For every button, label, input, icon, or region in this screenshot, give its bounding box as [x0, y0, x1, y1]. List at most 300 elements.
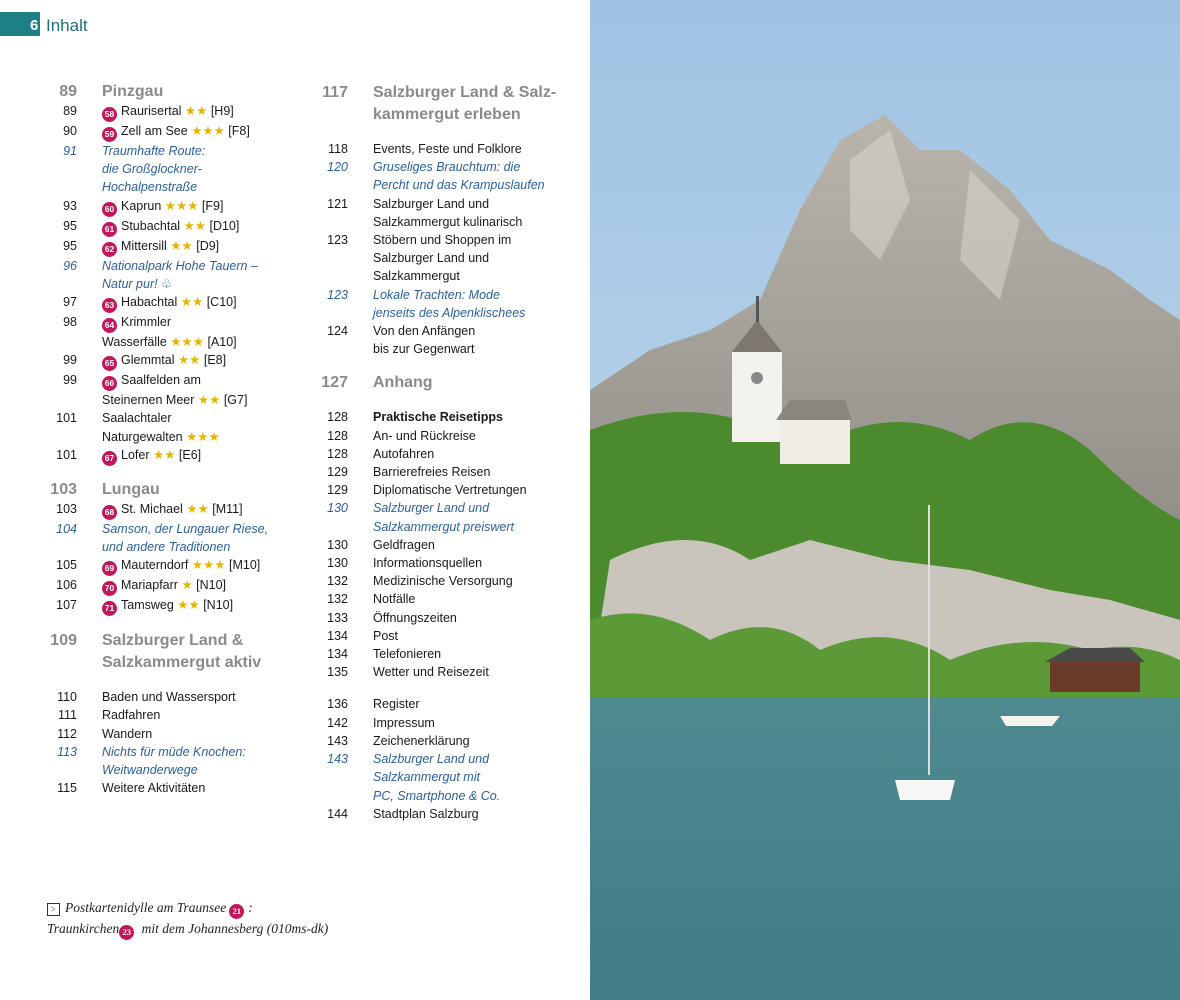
entry-title: Salzkammergut kulinarisch — [373, 214, 523, 229]
toc-entry[interactable] — [44, 275, 284, 293]
toc-entry[interactable] — [44, 725, 284, 743]
entry-title: jenseits des Alpenklischees — [373, 305, 526, 320]
sight-number-badge: 68 — [102, 505, 117, 520]
map-grid-ref: [C10] — [206, 295, 237, 310]
entry-text-group — [348, 372, 580, 394]
page-ref — [290, 787, 348, 805]
entry-text-group — [77, 576, 284, 596]
entry-text-group — [77, 556, 284, 576]
sight-number-badge: 60 — [102, 202, 117, 217]
map-grid-ref: [E8] — [203, 353, 227, 368]
toc-column-2 — [290, 82, 580, 823]
caption-line2-end: mit dem Johannesberg (010ms-dk) — [138, 921, 329, 936]
entry-title: Raurisertal — [121, 104, 182, 118]
toc-entry[interactable] — [290, 408, 580, 426]
toc-entry[interactable] — [290, 304, 580, 322]
page-ref: 132 — [327, 592, 348, 607]
entry-title: Salzkammergut preiswert — [373, 519, 515, 534]
toc-entry[interactable] — [290, 627, 580, 645]
toc-entry[interactable] — [290, 805, 580, 823]
star-rating-icon: ★★★ — [164, 198, 199, 213]
entry-title: Wasserfälle — [102, 335, 167, 350]
church-nave — [780, 420, 850, 464]
entry-text-group — [348, 663, 580, 681]
landscape-illustration — [590, 0, 1180, 1000]
entry-text-group — [77, 102, 284, 122]
entry-title: Lofer — [121, 447, 150, 462]
entry-title: Salzburger Land und — [373, 196, 490, 211]
page-ref: 105 — [56, 558, 77, 573]
entry-title: Notfälle — [373, 592, 416, 607]
page-ref: 144 — [327, 806, 348, 821]
entry-text-group — [348, 499, 580, 517]
entry-title: Habachtal — [121, 295, 178, 310]
page-ref: 98 — [63, 315, 77, 330]
page-ref: 135 — [327, 665, 348, 680]
entry-title: Salzburger Land & — [102, 632, 244, 650]
page-ref: 129 — [327, 483, 348, 498]
toc-entry[interactable] — [290, 176, 580, 194]
sailboat-hull — [895, 780, 955, 800]
sight-number-badge: 62 — [102, 242, 117, 257]
page-ref — [290, 213, 348, 231]
spacer — [44, 616, 284, 630]
entry-text-group — [77, 761, 284, 779]
entry-title: Autofahren — [373, 446, 435, 461]
entry-text-group — [77, 706, 284, 724]
entry-title: Baden und Wassersport — [102, 690, 236, 705]
entry-text-group — [348, 481, 580, 499]
entry-title: Telefonieren — [373, 647, 442, 662]
page-ref: 103 — [56, 501, 77, 516]
page-title: Inhalt — [46, 16, 88, 35]
page-ref: 111 — [57, 708, 77, 723]
star-rating-icon: ★★ — [184, 104, 208, 118]
page-ref — [290, 304, 348, 322]
motorboat — [1000, 716, 1060, 726]
traunsee-photo — [590, 0, 1180, 1000]
toc-entry[interactable] — [290, 536, 580, 554]
entry-text-group — [348, 536, 580, 554]
toc-entry[interactable] — [44, 520, 284, 538]
entry-title: Weitere Aktivitäten — [102, 781, 206, 796]
entry-text-group — [77, 293, 284, 313]
toc-entry[interactable] — [44, 688, 284, 706]
entry-text-group — [77, 446, 284, 466]
toc-entry[interactable] — [290, 663, 580, 681]
entry-text-group — [348, 249, 580, 267]
sight-number-badge: 59 — [102, 127, 117, 142]
page-ref: 128 — [327, 410, 348, 425]
section-heading[interactable] — [44, 480, 284, 500]
star-rating-icon: ★★ — [152, 447, 176, 462]
entry-text-group — [348, 609, 580, 627]
entry-text-group — [77, 538, 284, 556]
entry-title: Von den Anfängen — [373, 324, 476, 339]
page-ref: 127 — [321, 374, 348, 392]
page-ref: 97 — [63, 295, 77, 310]
entry-title: Radfahren — [102, 708, 161, 723]
page-ref: 101 — [56, 447, 77, 462]
entry-text-group — [77, 237, 284, 257]
toc-entry[interactable] — [290, 499, 580, 517]
page-ref — [44, 428, 77, 446]
toc-entry[interactable] — [290, 645, 580, 663]
entry-title: Samson, der Lungauer Riese, — [102, 521, 269, 536]
entry-title: Salzkammergut — [373, 269, 460, 284]
toc-entry[interactable] — [44, 743, 284, 761]
toc-entry[interactable] — [290, 572, 580, 590]
entry-title: Mariapfarr — [121, 578, 178, 593]
entry-title: St. Michael — [121, 501, 183, 516]
page-ref — [290, 518, 348, 536]
entry-title: Stöbern und Shoppen im — [373, 233, 512, 248]
sight-number-badge: 64 — [102, 318, 117, 333]
map-grid-ref: [N10] — [196, 578, 227, 593]
toc-entry[interactable] — [290, 554, 580, 572]
page-ref — [44, 761, 77, 779]
page-ref — [290, 104, 348, 126]
page-ref: 91 — [63, 144, 77, 158]
entry-title: Öffnungszeiten — [373, 610, 457, 625]
caption-line1-end: : — [248, 900, 253, 915]
map-grid-ref: [N10] — [203, 598, 234, 613]
entry-text-group — [77, 596, 284, 616]
sight-number-badge: 71 — [102, 601, 117, 616]
toc-entry[interactable] — [44, 596, 284, 616]
entry-title: Diplomatische Vertretungen — [373, 483, 527, 498]
page-ref: 112 — [57, 726, 77, 741]
entry-title: Impressum — [373, 715, 435, 730]
lake — [590, 698, 1180, 1000]
page-ref: 120 — [327, 160, 348, 175]
entry-text-group — [77, 178, 284, 196]
entry-text-group — [348, 213, 580, 231]
entry-title: Salzburger Land und — [373, 501, 490, 516]
entry-title: Wetter und Reisezeit — [373, 665, 489, 680]
toc-entry[interactable] — [44, 102, 284, 122]
page-ref: 121 — [327, 196, 348, 211]
entry-title: Hochalpenstraße — [102, 180, 198, 195]
toc-entry[interactable] — [44, 371, 284, 391]
page-ref: 117 — [322, 84, 348, 101]
entry-title: Zeichenerklärung — [373, 733, 470, 748]
page-ref: 115 — [57, 781, 77, 796]
sailboat-mast — [928, 505, 930, 775]
entry-text-group — [77, 391, 284, 409]
entry-text-group — [77, 688, 284, 706]
toc-entry[interactable] — [290, 213, 580, 231]
entry-text-group — [348, 445, 580, 463]
toc-entry[interactable] — [44, 333, 284, 351]
page-ref — [290, 340, 348, 358]
toc-column-1 — [44, 82, 284, 797]
toc-entry[interactable] — [44, 446, 284, 466]
page-ref: 104 — [56, 521, 77, 536]
page-ref — [44, 652, 77, 674]
page-ref — [44, 160, 77, 178]
sight-number-badge: 69 — [102, 561, 117, 576]
entry-text-group — [77, 480, 284, 500]
entry-text-group — [348, 158, 580, 176]
spacer — [290, 681, 580, 695]
page-ref: 95 — [63, 218, 77, 233]
entry-text-group — [348, 554, 580, 572]
page-ref — [290, 768, 348, 786]
entry-text-group — [77, 160, 284, 178]
entry-title: Weitwanderwege — [102, 763, 198, 778]
toc-entry[interactable] — [290, 463, 580, 481]
star-rating-icon: ★★ — [180, 295, 204, 310]
entry-title: Mittersill — [121, 238, 167, 253]
entry-text-group — [348, 195, 580, 213]
toc-entry[interactable] — [290, 590, 580, 608]
map-grid-ref: [H9] — [210, 104, 234, 118]
entry-title: bis zur Gegenwart — [373, 342, 475, 357]
toc-entry[interactable] — [290, 231, 580, 249]
toc-entry[interactable] — [290, 249, 580, 267]
arrow-right-icon: > — [47, 903, 60, 916]
page-ref: 99 — [63, 353, 77, 368]
page-ref: 136 — [327, 697, 348, 712]
toc-entry[interactable] — [44, 160, 284, 178]
map-grid-ref: [D10] — [209, 218, 240, 233]
caption-line1: Postkartenidylle am Traunsee — [65, 900, 227, 915]
entry-title: Pinzgau — [102, 83, 164, 100]
page-ref: 96 — [63, 258, 77, 273]
page-ref: 128 — [327, 428, 348, 443]
sight-number-badge: 63 — [102, 298, 117, 313]
entry-text-group — [77, 275, 284, 293]
page-ref — [44, 333, 77, 351]
entry-title: Salzkammergut aktiv — [102, 654, 262, 672]
entry-title: Nationalpark Hohe Tauern – — [102, 258, 258, 273]
toc-entry[interactable] — [44, 178, 284, 196]
toc-entry[interactable] — [44, 409, 284, 427]
page-ref — [44, 538, 77, 556]
map-grid-ref: [A10] — [207, 335, 237, 350]
entry-title: Natur pur! ♧ — [102, 276, 173, 291]
map-grid-ref: [M10] — [229, 558, 261, 573]
entry-text-group — [348, 267, 580, 285]
toc-entry[interactable] — [290, 732, 580, 750]
page-ref: 107 — [56, 598, 77, 613]
entry-text-group — [348, 732, 580, 750]
entry-text-group — [348, 750, 580, 768]
toc-entry[interactable] — [290, 286, 580, 304]
page-ref: 130 — [327, 537, 348, 552]
star-rating-icon: ★★ — [197, 393, 221, 408]
entry-text-group — [77, 333, 284, 351]
entry-title: PC, Smartphone & Co. — [373, 788, 501, 803]
sight-number-badge: 65 — [102, 356, 117, 371]
entry-title: Traumhafte Route: — [102, 144, 206, 158]
page-ref: 132 — [327, 574, 348, 589]
entry-text-group — [348, 427, 580, 445]
toc-entry[interactable] — [44, 313, 284, 333]
page-ref: 95 — [63, 238, 77, 253]
sight-number-badge: 66 — [102, 376, 117, 391]
section-heading[interactable] — [290, 104, 580, 126]
toc-entry[interactable] — [44, 538, 284, 556]
toc-entry[interactable] — [290, 445, 580, 463]
toc-entry[interactable] — [44, 556, 284, 576]
toc-entry[interactable] — [44, 706, 284, 724]
page-ref: 93 — [63, 198, 77, 213]
section-heading[interactable] — [290, 82, 580, 104]
entry-title: Lokale Trachten: Mode — [373, 287, 500, 302]
toc-entry[interactable] — [44, 351, 284, 371]
boathouse — [1050, 660, 1140, 692]
section-heading[interactable] — [44, 630, 284, 652]
entry-title: Praktische Reisetipps — [373, 410, 503, 425]
page-ref: 134 — [327, 628, 348, 643]
page-ref: 130 — [327, 501, 348, 516]
entry-title: Kaprun — [121, 198, 162, 213]
page-ref: 124 — [327, 324, 348, 339]
toc-entry[interactable] — [44, 576, 284, 596]
map-grid-ref: [F9] — [201, 198, 224, 213]
toc-entry[interactable] — [290, 609, 580, 627]
map-grid-ref: [E6] — [178, 447, 202, 462]
toc-entry[interactable] — [44, 428, 284, 446]
page-ref: 89 — [59, 83, 77, 100]
entry-title: Mauterndorf — [121, 558, 189, 573]
entry-title: Events, Feste und Folklore — [373, 142, 522, 156]
entry-text-group — [348, 408, 580, 426]
page-ref: 133 — [327, 610, 348, 625]
entry-text-group — [348, 768, 580, 786]
toc-entry[interactable] — [290, 481, 580, 499]
page-ref: 129 — [327, 465, 348, 480]
entry-text-group — [348, 627, 580, 645]
section-heading[interactable] — [44, 652, 284, 674]
entry-title: Krimmler — [121, 315, 171, 330]
entry-title: Salzkammergut mit — [373, 770, 480, 785]
spacer — [290, 394, 580, 408]
star-rating-icon: ★★★ — [191, 124, 225, 138]
entry-title: Wandern — [102, 726, 153, 741]
page-ref: 110 — [57, 690, 77, 705]
section-heading[interactable] — [290, 372, 580, 394]
star-rating-icon: ★★★ — [191, 558, 226, 573]
entry-title: die Großglockner- — [102, 162, 202, 177]
page-ref: 143 — [327, 752, 348, 767]
map-grid-ref: [M11] — [212, 501, 243, 516]
toc-entry[interactable] — [44, 293, 284, 313]
page-ref — [44, 178, 77, 196]
page-ref: 89 — [63, 104, 77, 118]
toc-entry[interactable] — [290, 518, 580, 536]
toc-entry[interactable] — [44, 237, 284, 257]
toc-entry[interactable] — [44, 217, 284, 237]
entry-text-group — [77, 217, 284, 237]
toc-entry[interactable] — [44, 500, 284, 520]
entry-text-group — [77, 779, 284, 797]
map-grid-ref: [G7] — [223, 393, 248, 408]
page-ref: 123 — [327, 287, 348, 302]
map-grid-ref: [D9] — [196, 238, 220, 253]
toc-entry[interactable] — [290, 267, 580, 285]
sight-number-badge: 70 — [102, 581, 117, 596]
entry-text-group — [77, 122, 284, 142]
toc-entry[interactable] — [290, 140, 580, 158]
clock-icon — [751, 372, 763, 384]
toc-entry[interactable] — [44, 122, 284, 142]
entry-text-group — [348, 82, 580, 104]
entry-title: Salzburger Land & Salz- — [373, 84, 557, 101]
page-ref: 118 — [328, 142, 348, 156]
spacer — [44, 674, 284, 688]
page-ref: 143 — [327, 733, 348, 748]
page-ref: 142 — [327, 715, 348, 730]
page-ref: 99 — [63, 373, 77, 388]
toc-entry[interactable] — [44, 257, 284, 275]
entry-text-group — [348, 176, 580, 194]
toc-entry[interactable] — [290, 750, 580, 768]
toc-entry[interactable] — [290, 787, 580, 805]
entry-text-group — [77, 725, 284, 743]
page-ref: 113 — [57, 744, 77, 759]
entry-text-group — [348, 695, 580, 713]
entry-title: Saalfelden am — [121, 373, 201, 388]
spacer — [44, 466, 284, 480]
entry-title: Lungau — [102, 480, 160, 498]
entry-title: Register — [373, 697, 420, 712]
toc-entry[interactable] — [44, 779, 284, 797]
spacer — [290, 358, 580, 372]
entry-text-group — [348, 286, 580, 304]
entry-title: Stadtplan Salzburg — [373, 806, 479, 821]
page-ref: 101 — [56, 411, 77, 426]
sight-number-badge: 58 — [102, 107, 117, 122]
section-heading[interactable] — [44, 82, 284, 102]
toc-entry[interactable] — [44, 391, 284, 409]
toc-entry[interactable] — [290, 195, 580, 213]
toc-entry[interactable] — [290, 427, 580, 445]
page-ref: 134 — [327, 647, 348, 662]
church-tower — [732, 352, 782, 442]
page-ref — [44, 391, 77, 409]
toc-entry[interactable] — [290, 768, 580, 786]
star-rating-icon: ★★ — [186, 501, 209, 516]
toc-entry[interactable] — [290, 340, 580, 358]
photo-caption — [47, 898, 328, 940]
toc-entry[interactable] — [290, 158, 580, 176]
toc-entry[interactable] — [44, 142, 284, 160]
page-ref: 103 — [50, 480, 77, 498]
star-rating-icon: ★★★ — [186, 429, 220, 444]
entry-title: Geldfragen — [373, 537, 435, 552]
entry-text-group — [348, 572, 580, 590]
entry-text-group — [77, 82, 284, 102]
star-rating-icon: ★★ — [170, 238, 193, 253]
entry-title: Tamsweg — [121, 598, 174, 613]
entry-text-group — [77, 409, 284, 427]
entry-text-group — [77, 197, 284, 217]
caption-line2-start: Traunkirchen — [47, 921, 120, 936]
entry-title: kammergut erleben — [373, 106, 521, 123]
toc-entry[interactable] — [290, 322, 580, 340]
toc-entry[interactable] — [290, 695, 580, 713]
toc-entry[interactable] — [290, 714, 580, 732]
entry-text-group — [77, 743, 284, 761]
toc-entry[interactable] — [44, 761, 284, 779]
toc-entry[interactable] — [44, 197, 284, 217]
page-ref — [290, 176, 348, 194]
entry-text-group — [77, 630, 284, 652]
entry-text-group — [77, 351, 284, 371]
